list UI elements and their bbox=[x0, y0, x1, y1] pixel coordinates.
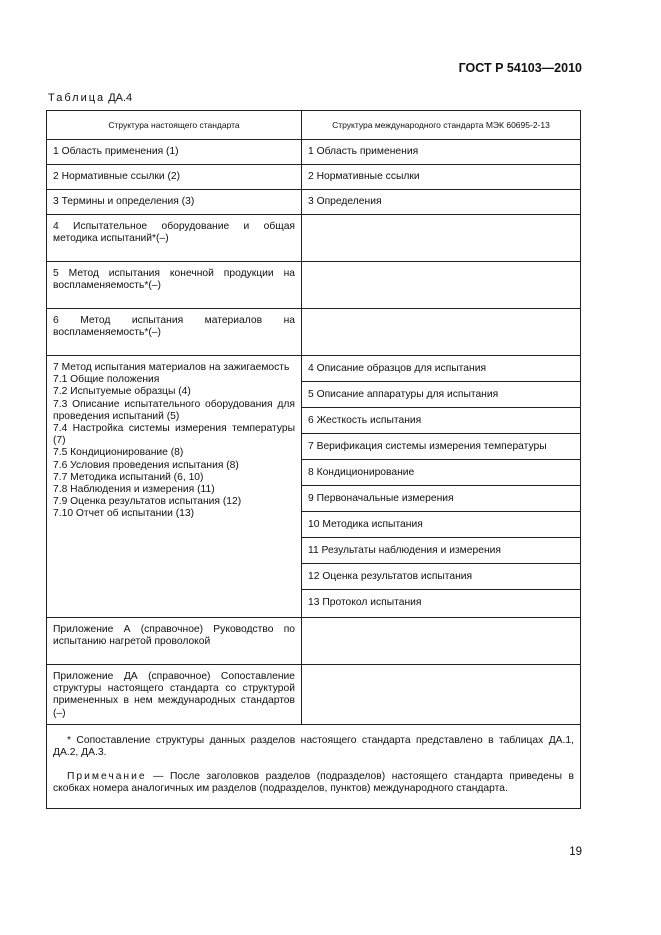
international-section-item: 4 Описание образцов для испытания bbox=[302, 356, 580, 382]
international-section-item: 11 Результаты наблюдения и измерения bbox=[302, 538, 580, 564]
subsection-item: 7.9 Оценка результатов испытания (12) bbox=[53, 496, 242, 508]
table-row bbox=[47, 165, 581, 190]
table-row bbox=[47, 262, 581, 309]
cell-international bbox=[302, 665, 581, 725]
cell-national: 3 Термины и определения (3) bbox=[47, 190, 302, 215]
subsection-item: 7.6 Условия проведения испытания (8) bbox=[53, 459, 239, 471]
page-number: 19 bbox=[569, 846, 582, 858]
cell-national: Приложение ДА (справочное) Сопоставление структуры настоящего стандарта со структурой примененных в нем международных стандартов (–) bbox=[47, 665, 302, 725]
cell-international bbox=[302, 215, 581, 262]
table-notes-row bbox=[47, 724, 581, 808]
subsection-item: 7.1 Общие положения bbox=[53, 374, 160, 386]
note-word: Примечание bbox=[67, 771, 147, 783]
international-section-item: 5 Описание аппаратуры для испытания bbox=[302, 382, 580, 408]
cell-national: 4 Испытательное оборудование и общая методика испытаний*(–) bbox=[47, 215, 302, 262]
international-section-item: 6 Жесткость испытания bbox=[302, 408, 580, 434]
note bbox=[53, 771, 574, 795]
subsection-item: 7.10 Отчет об испытании (13) bbox=[53, 508, 195, 520]
international-section-item: 10 Методика испытания bbox=[302, 512, 580, 538]
cell-national: 2 Нормативные ссылки (2) bbox=[47, 165, 302, 190]
subsection-item: 7.7 Методика испытаний (6, 10) bbox=[53, 471, 204, 483]
cell-national: Приложение А (справочное) Руководство по испытанию нагретой проволокой bbox=[47, 618, 302, 665]
header-international: Структура международного стандарта МЭК 60695-2-13 bbox=[302, 111, 581, 140]
cell-international bbox=[302, 618, 581, 665]
table-header-row bbox=[47, 111, 581, 140]
subsection-item: 7.4 Настройка системы измерения температуры (7) bbox=[53, 423, 295, 447]
cell-international bbox=[302, 262, 581, 309]
caption-word: Таблица bbox=[48, 92, 106, 104]
table-notes bbox=[47, 724, 581, 808]
table-row bbox=[47, 190, 581, 215]
table-row bbox=[47, 215, 581, 262]
subsection-item: 7.2 Испытуемые образцы (4) bbox=[53, 386, 191, 398]
cell-national-section-7 bbox=[47, 356, 302, 618]
table-row-section-7 bbox=[47, 356, 581, 618]
table-row bbox=[47, 140, 581, 165]
cell-international: 2 Нормативные ссылки bbox=[302, 165, 581, 190]
international-section-item: 8 Кондиционирование bbox=[302, 460, 580, 486]
standard-number: ГОСТ Р 54103—2010 bbox=[458, 61, 582, 75]
note-text: — После заголовков разделов (подразделов) настоящего стандарта приведены в скобках номера аналогичных им разделов (подразделов, пунктов) международного стандарта. bbox=[53, 771, 574, 795]
cell-national: 6 Метод испытания материалов на воспламеняемость*(–) bbox=[47, 309, 302, 356]
comparison-table bbox=[46, 110, 581, 809]
cell-international-section-7 bbox=[302, 356, 581, 618]
international-section-item: 9 Первоначальные измерения bbox=[302, 486, 580, 512]
cell-national: 5 Метод испытания конечной продукции на воспламеняемость*(–) bbox=[47, 262, 302, 309]
subsection-item: 7 Метод испытания материалов на зажигаемость bbox=[53, 362, 290, 373]
header-national: Структура настоящего стандарта bbox=[47, 111, 302, 140]
table-caption bbox=[48, 92, 132, 104]
cell-national: 1 Область применения (1) bbox=[47, 140, 302, 165]
cell-international: 1 Область применения bbox=[302, 140, 581, 165]
international-section-item: 7 Верификация системы измерения температуры bbox=[302, 434, 580, 460]
caption-label: ДА.4 bbox=[108, 92, 133, 104]
subsection-item: 7.5 Кондиционирование (8) bbox=[53, 447, 184, 459]
cell-international: 3 Определения bbox=[302, 190, 581, 215]
international-section-item: 13 Протокол испытания bbox=[308, 597, 422, 608]
table-row-annex-da bbox=[47, 665, 581, 725]
subsection-item: 7.8 Наблюдения и измерения (11) bbox=[53, 484, 215, 496]
subsection-item: 7.3 Описание испытательного оборудования для проведения испытаний (5) bbox=[53, 398, 295, 422]
cell-international bbox=[302, 309, 581, 356]
footnote: * Сопоставление структуры данных разделов настоящего стандарта представлено в таблицах ДА.1, ДА.2, ДА.3. bbox=[53, 734, 574, 759]
table-row-annex-a bbox=[47, 618, 581, 665]
international-section-item: 12 Оценка результатов испытания bbox=[302, 564, 580, 590]
table-row bbox=[47, 309, 581, 356]
